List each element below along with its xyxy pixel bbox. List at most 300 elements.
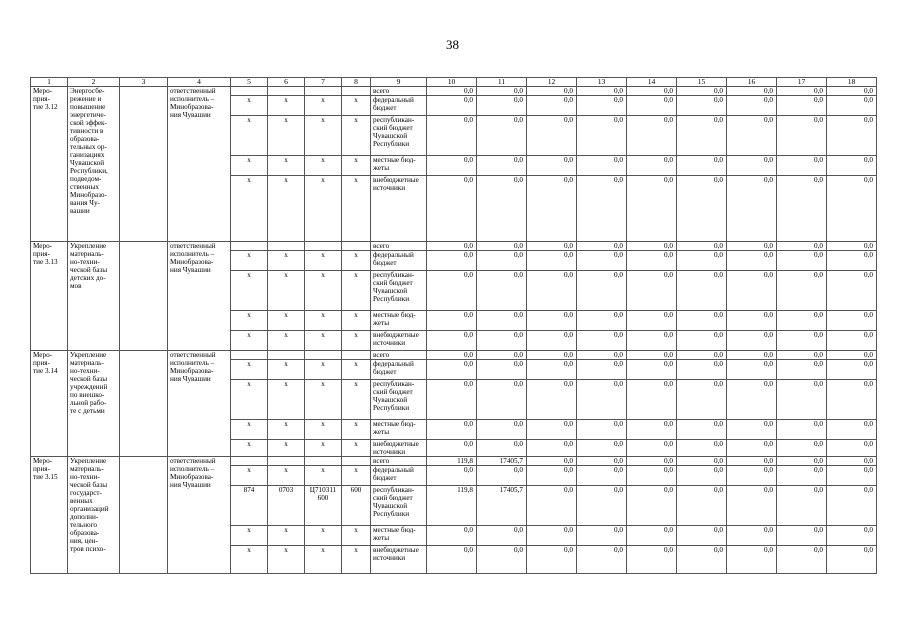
value-cell: 0,0 [627,380,677,420]
measure-id-cell: Меро- прия- тие 3.12 [31,87,68,242]
code-cell: x [268,311,305,331]
header-cell: 13 [577,78,627,87]
header-cell: 6 [268,78,305,87]
code-cell: x [342,156,371,176]
code-cell: x [231,360,268,380]
code-cell: x [268,331,305,351]
value-cell: 0,0 [427,380,477,420]
value-cell: 0,0 [477,176,527,242]
header-cell: 16 [727,78,777,87]
value-cell: 0,0 [727,351,777,360]
funding-source-cell: федеральный бюджет [371,466,427,486]
value-cell: 0,0 [427,242,477,251]
code-cell: x [231,380,268,420]
value-cell: 0,0 [827,242,877,251]
value-cell: 0,0 [677,156,727,176]
funding-source-cell: федеральный бюджет [371,96,427,116]
value-cell: 0,0 [777,526,827,546]
code-cell: x [231,420,268,440]
header-cell: 4 [168,78,231,87]
value-cell: 0,0 [477,156,527,176]
value-cell: 0,0 [427,546,477,574]
code-cell [231,457,268,466]
header-cell: 11 [477,78,527,87]
value-cell: 0,0 [527,351,577,360]
value-cell: 0,0 [427,116,477,156]
code-cell [268,87,305,96]
value-cell: 0,0 [577,87,627,96]
value-cell: 0,0 [777,466,827,486]
value-cell: 0,0 [677,420,727,440]
value-cell: 0,0 [827,311,877,331]
funding-source-cell: республикан- ский бюджет Чувашской Республики [371,271,427,311]
value-cell: 0,0 [477,546,527,574]
value-cell: 0,0 [827,466,877,486]
header-cell: 7 [305,78,342,87]
code-cell: x [268,116,305,156]
value-cell: 0,0 [627,271,677,311]
value-cell: 119,8 [427,486,477,526]
column3-cell [120,242,168,351]
header-cell: 10 [427,78,477,87]
value-cell: 0,0 [827,331,877,351]
funding-source-cell: всего [371,242,427,251]
value-cell: 0,0 [627,251,677,271]
value-cell: 0,0 [777,457,827,466]
code-cell [305,351,342,360]
value-cell: 0,0 [477,116,527,156]
code-cell: x [231,251,268,271]
value-cell: 0,0 [827,360,877,380]
code-cell: x [268,466,305,486]
value-cell: 0,0 [627,351,677,360]
value-cell: 0,0 [677,176,727,242]
table-body [31,78,877,574]
value-cell: 0,0 [677,526,727,546]
value-cell: 0,0 [477,351,527,360]
value-cell: 0,0 [827,440,877,457]
value-cell: 0,0 [527,176,577,242]
value-cell: 0,0 [627,242,677,251]
value-cell: 0,0 [727,116,777,156]
code-cell: x [305,176,342,242]
responsible-cell: ответственный исполнитель – Минобразова- ния Чувашии [168,351,231,457]
code-cell [342,351,371,360]
code-cell: x [268,251,305,271]
code-cell: Ц710311 600 [305,486,342,526]
value-cell: 0,0 [627,360,677,380]
code-cell: x [342,331,371,351]
value-cell: 119,8 [427,457,477,466]
code-cell: x [268,176,305,242]
code-cell: x [342,311,371,331]
code-cell: x [342,466,371,486]
value-cell: 0,0 [577,526,627,546]
code-cell [342,87,371,96]
value-cell: 0,0 [527,116,577,156]
value-cell: 0,0 [827,457,877,466]
value-cell: 0,0 [777,156,827,176]
code-cell: x [342,526,371,546]
code-cell: x [305,380,342,420]
value-cell: 0,0 [677,546,727,574]
value-cell: 0,0 [427,87,477,96]
code-cell [268,351,305,360]
code-cell [268,242,305,251]
funding-source-cell: внебюджетные источники [371,546,427,574]
code-cell: x [231,116,268,156]
code-cell: x [305,420,342,440]
value-cell: 0,0 [627,526,677,546]
funding-source-cell: федеральный бюджет [371,251,427,271]
value-cell: 0,0 [427,351,477,360]
value-cell: 0,0 [677,87,727,96]
value-cell: 0,0 [527,360,577,380]
code-cell: x [342,360,371,380]
value-cell: 0,0 [677,466,727,486]
value-cell: 0,0 [577,457,627,466]
value-cell: 0,0 [827,271,877,311]
value-cell: 0,0 [527,546,577,574]
value-cell: 0,0 [727,526,777,546]
code-cell: x [231,546,268,574]
code-cell: x [305,546,342,574]
header-cell: 5 [231,78,268,87]
code-cell [231,351,268,360]
value-cell: 0,0 [627,311,677,331]
code-cell: x [268,360,305,380]
value-cell: 0,0 [677,331,727,351]
code-cell [305,242,342,251]
header-cell: 14 [627,78,677,87]
value-cell: 0,0 [477,466,527,486]
value-cell: 0,0 [427,420,477,440]
column3-cell [120,351,168,457]
page-number: 38 [446,37,459,52]
value-cell: 0,0 [727,457,777,466]
code-cell [342,457,371,466]
value-cell: 0,0 [827,420,877,440]
code-cell: x [268,440,305,457]
value-cell: 0,0 [727,546,777,574]
value-cell: 0,0 [577,486,627,526]
header-cell: 15 [677,78,727,87]
code-cell: x [231,466,268,486]
measure-name-cell: Укрепление материаль- но-техни- ческой базы учреждений по внешко- льной рабо- те с детьми [68,351,120,457]
value-cell: 0,0 [627,486,677,526]
value-cell: 0,0 [477,420,527,440]
value-cell: 0,0 [727,360,777,380]
value-cell: 0,0 [777,87,827,96]
measure-name-cell: Укрепление материаль- но-техни- ческой базы государст- венных организаций дополни- тельного образова- ния, цен- тров психо- [68,457,120,574]
value-cell: 0,0 [527,380,577,420]
value-cell: 0,0 [677,360,727,380]
value-cell: 0,0 [627,457,677,466]
code-cell: x [268,271,305,311]
value-cell: 0,0 [577,311,627,331]
value-cell: 0,0 [577,331,627,351]
value-cell: 0,0 [777,96,827,116]
value-cell: 0,0 [427,96,477,116]
value-cell: 0,0 [577,351,627,360]
funding-source-cell: республикан- ский бюджет Чувашской Республики [371,380,427,420]
value-cell: 0,0 [427,466,477,486]
code-cell: x [231,176,268,242]
header-cell: 12 [527,78,577,87]
value-cell: 0,0 [477,380,527,420]
code-cell: x [342,271,371,311]
value-cell: 0,0 [577,440,627,457]
code-cell: x [342,380,371,420]
value-cell: 0,0 [627,440,677,457]
value-cell: 0,0 [577,251,627,271]
code-cell: x [305,331,342,351]
value-cell: 0,0 [477,526,527,546]
column3-cell [120,457,168,574]
header-cell: 17 [777,78,827,87]
value-cell: 0,0 [677,457,727,466]
funding-source-cell: всего [371,351,427,360]
value-cell: 17405,7 [477,457,527,466]
value-cell: 0,0 [577,96,627,116]
value-cell: 0,0 [527,311,577,331]
code-cell: x [231,156,268,176]
funding-source-cell: внебюджетные источники [371,440,427,457]
code-cell: x [305,526,342,546]
value-cell: 0,0 [577,116,627,156]
value-cell: 0,0 [427,526,477,546]
code-cell: x [268,546,305,574]
code-cell: x [305,360,342,380]
value-cell: 0,0 [727,420,777,440]
value-cell: 0,0 [627,156,677,176]
value-cell: 0,0 [827,116,877,156]
value-cell: 0,0 [677,486,727,526]
code-cell: x [305,96,342,116]
value-cell: 0,0 [727,271,777,311]
value-cell: 0,0 [727,440,777,457]
value-cell: 0,0 [577,156,627,176]
value-cell: 0,0 [477,87,527,96]
funding-source-cell: внебюджетные источники [371,176,427,242]
value-cell: 0,0 [827,546,877,574]
code-cell: x [268,420,305,440]
value-cell: 0,0 [527,96,577,116]
code-cell: x [342,420,371,440]
value-cell: 0,0 [677,116,727,156]
code-cell [268,457,305,466]
value-cell: 0,0 [427,251,477,271]
value-cell: 0,0 [427,156,477,176]
value-cell: 0,0 [827,96,877,116]
code-cell: x [268,156,305,176]
value-cell: 0,0 [577,176,627,242]
value-cell: 0,0 [827,486,877,526]
value-cell: 0,0 [777,251,827,271]
value-cell: 0,0 [427,440,477,457]
value-cell: 0,0 [527,420,577,440]
value-cell: 0,0 [427,360,477,380]
header-cell: 18 [827,78,877,87]
code-cell: x [342,546,371,574]
value-cell: 0,0 [527,251,577,271]
value-cell: 0,0 [577,380,627,420]
value-cell: 0,0 [627,546,677,574]
funding-source-cell: федеральный бюджет [371,360,427,380]
value-cell: 0,0 [527,331,577,351]
funding-source-cell: республикан- ский бюджет Чувашской Республики [371,486,427,526]
value-cell: 0,0 [727,251,777,271]
value-cell: 0,0 [627,87,677,96]
table-row [31,242,877,251]
value-cell: 0,0 [777,546,827,574]
value-cell: 0,0 [427,331,477,351]
value-cell: 0,0 [777,176,827,242]
measure-id-cell: Меро- прия- тие 3.14 [31,351,68,457]
value-cell: 0,0 [727,331,777,351]
code-cell: x [305,466,342,486]
budget-table [30,77,877,574]
value-cell: 0,0 [777,360,827,380]
code-cell: x [231,96,268,116]
measure-id-cell: Меро- прия- тие 3.15 [31,457,68,574]
value-cell: 0,0 [577,360,627,380]
value-cell: 0,0 [677,440,727,457]
value-cell: 0,0 [777,420,827,440]
value-cell: 0,0 [627,420,677,440]
value-cell: 0,0 [777,351,827,360]
value-cell: 0,0 [527,466,577,486]
value-cell: 0,0 [827,380,877,420]
code-cell: x [342,96,371,116]
value-cell: 0,0 [577,466,627,486]
header-cell: 2 [68,78,120,87]
value-cell: 0,0 [727,466,777,486]
code-cell: x [305,116,342,156]
code-cell [305,87,342,96]
value-cell: 0,0 [577,271,627,311]
value-cell: 0,0 [727,242,777,251]
value-cell: 0,0 [627,331,677,351]
value-cell: 0,0 [777,440,827,457]
value-cell: 0,0 [777,242,827,251]
responsible-cell: ответственный исполнитель – Минобразова- ния Чувашии [168,242,231,351]
funding-source-cell: всего [371,87,427,96]
value-cell: 0,0 [827,351,877,360]
value-cell: 0,0 [477,331,527,351]
value-cell: 0,0 [477,271,527,311]
responsible-cell: ответственный исполнитель – Минобразова- ния Чувашии [168,87,231,242]
value-cell: 0,0 [627,176,677,242]
value-cell: 0,0 [677,351,727,360]
value-cell: 0,0 [727,156,777,176]
header-cell: 9 [371,78,427,87]
value-cell: 0,0 [477,251,527,271]
value-cell: 0,0 [427,271,477,311]
value-cell: 0,0 [777,116,827,156]
value-cell: 0,0 [427,311,477,331]
funding-source-cell: республикан- ский бюджет Чувашской Республики [371,116,427,156]
funding-source-cell: всего [371,457,427,466]
value-cell: 17405,7 [477,486,527,526]
code-cell: x [231,271,268,311]
code-cell: x [305,251,342,271]
code-cell: x [305,440,342,457]
code-cell [305,457,342,466]
value-cell: 0,0 [727,87,777,96]
value-cell: 0,0 [827,526,877,546]
value-cell: 0,0 [727,96,777,116]
value-cell: 0,0 [727,311,777,331]
value-cell: 0,0 [477,311,527,331]
code-cell: x [268,96,305,116]
code-cell: x [305,271,342,311]
table-row [31,457,877,466]
code-cell: x [342,176,371,242]
code-cell: 874 [231,486,268,526]
code-cell: x [342,116,371,156]
code-cell: x [231,440,268,457]
code-cell: x [231,311,268,331]
value-cell: 0,0 [677,96,727,116]
measure-name-cell: Укрепление материаль- но-техни- ческой базы детских до- мов [68,242,120,351]
code-cell: x [268,526,305,546]
funding-source-cell: местные бюд- жеты [371,526,427,546]
code-cell: x [231,331,268,351]
code-cell [231,242,268,251]
value-cell: 0,0 [727,380,777,420]
funding-source-cell: местные бюд- жеты [371,311,427,331]
value-cell: 0,0 [777,486,827,526]
value-cell: 0,0 [577,420,627,440]
value-cell: 0,0 [527,457,577,466]
value-cell: 0,0 [677,251,727,271]
value-cell: 0,0 [527,486,577,526]
value-cell: 0,0 [677,311,727,331]
value-cell: 0,0 [577,546,627,574]
measure-id-cell: Меро- прия- тие 3.13 [31,242,68,351]
value-cell: 0,0 [827,156,877,176]
code-cell: x [342,440,371,457]
code-cell: x [305,156,342,176]
value-cell: 0,0 [527,526,577,546]
value-cell: 0,0 [527,87,577,96]
header-row [31,78,877,87]
code-cell: x [305,311,342,331]
table-row [31,351,877,360]
value-cell: 0,0 [627,96,677,116]
measure-name-cell: Энергосбе- режение и повышение энергетиче- ской эффек- тивности в образова- тельных ор- ганизациях Чувашской Республики, подведом- ственных Минобразо- вания Чу- вашии [68,87,120,242]
responsible-cell: ответственный исполнитель – Минобразова- ния Чувашии [168,457,231,574]
code-cell: x [231,526,268,546]
value-cell: 0,0 [427,176,477,242]
value-cell: 0,0 [477,96,527,116]
header-cell: 8 [342,78,371,87]
value-cell: 0,0 [827,176,877,242]
code-cell: 0703 [268,486,305,526]
value-cell: 0,0 [577,242,627,251]
value-cell: 0,0 [527,242,577,251]
column3-cell [120,87,168,242]
value-cell: 0,0 [777,380,827,420]
code-cell: x [342,251,371,271]
value-cell: 0,0 [477,360,527,380]
header-cell: 1 [31,78,68,87]
value-cell: 0,0 [727,176,777,242]
value-cell: 0,0 [777,331,827,351]
value-cell: 0,0 [777,311,827,331]
code-cell: 600 [342,486,371,526]
